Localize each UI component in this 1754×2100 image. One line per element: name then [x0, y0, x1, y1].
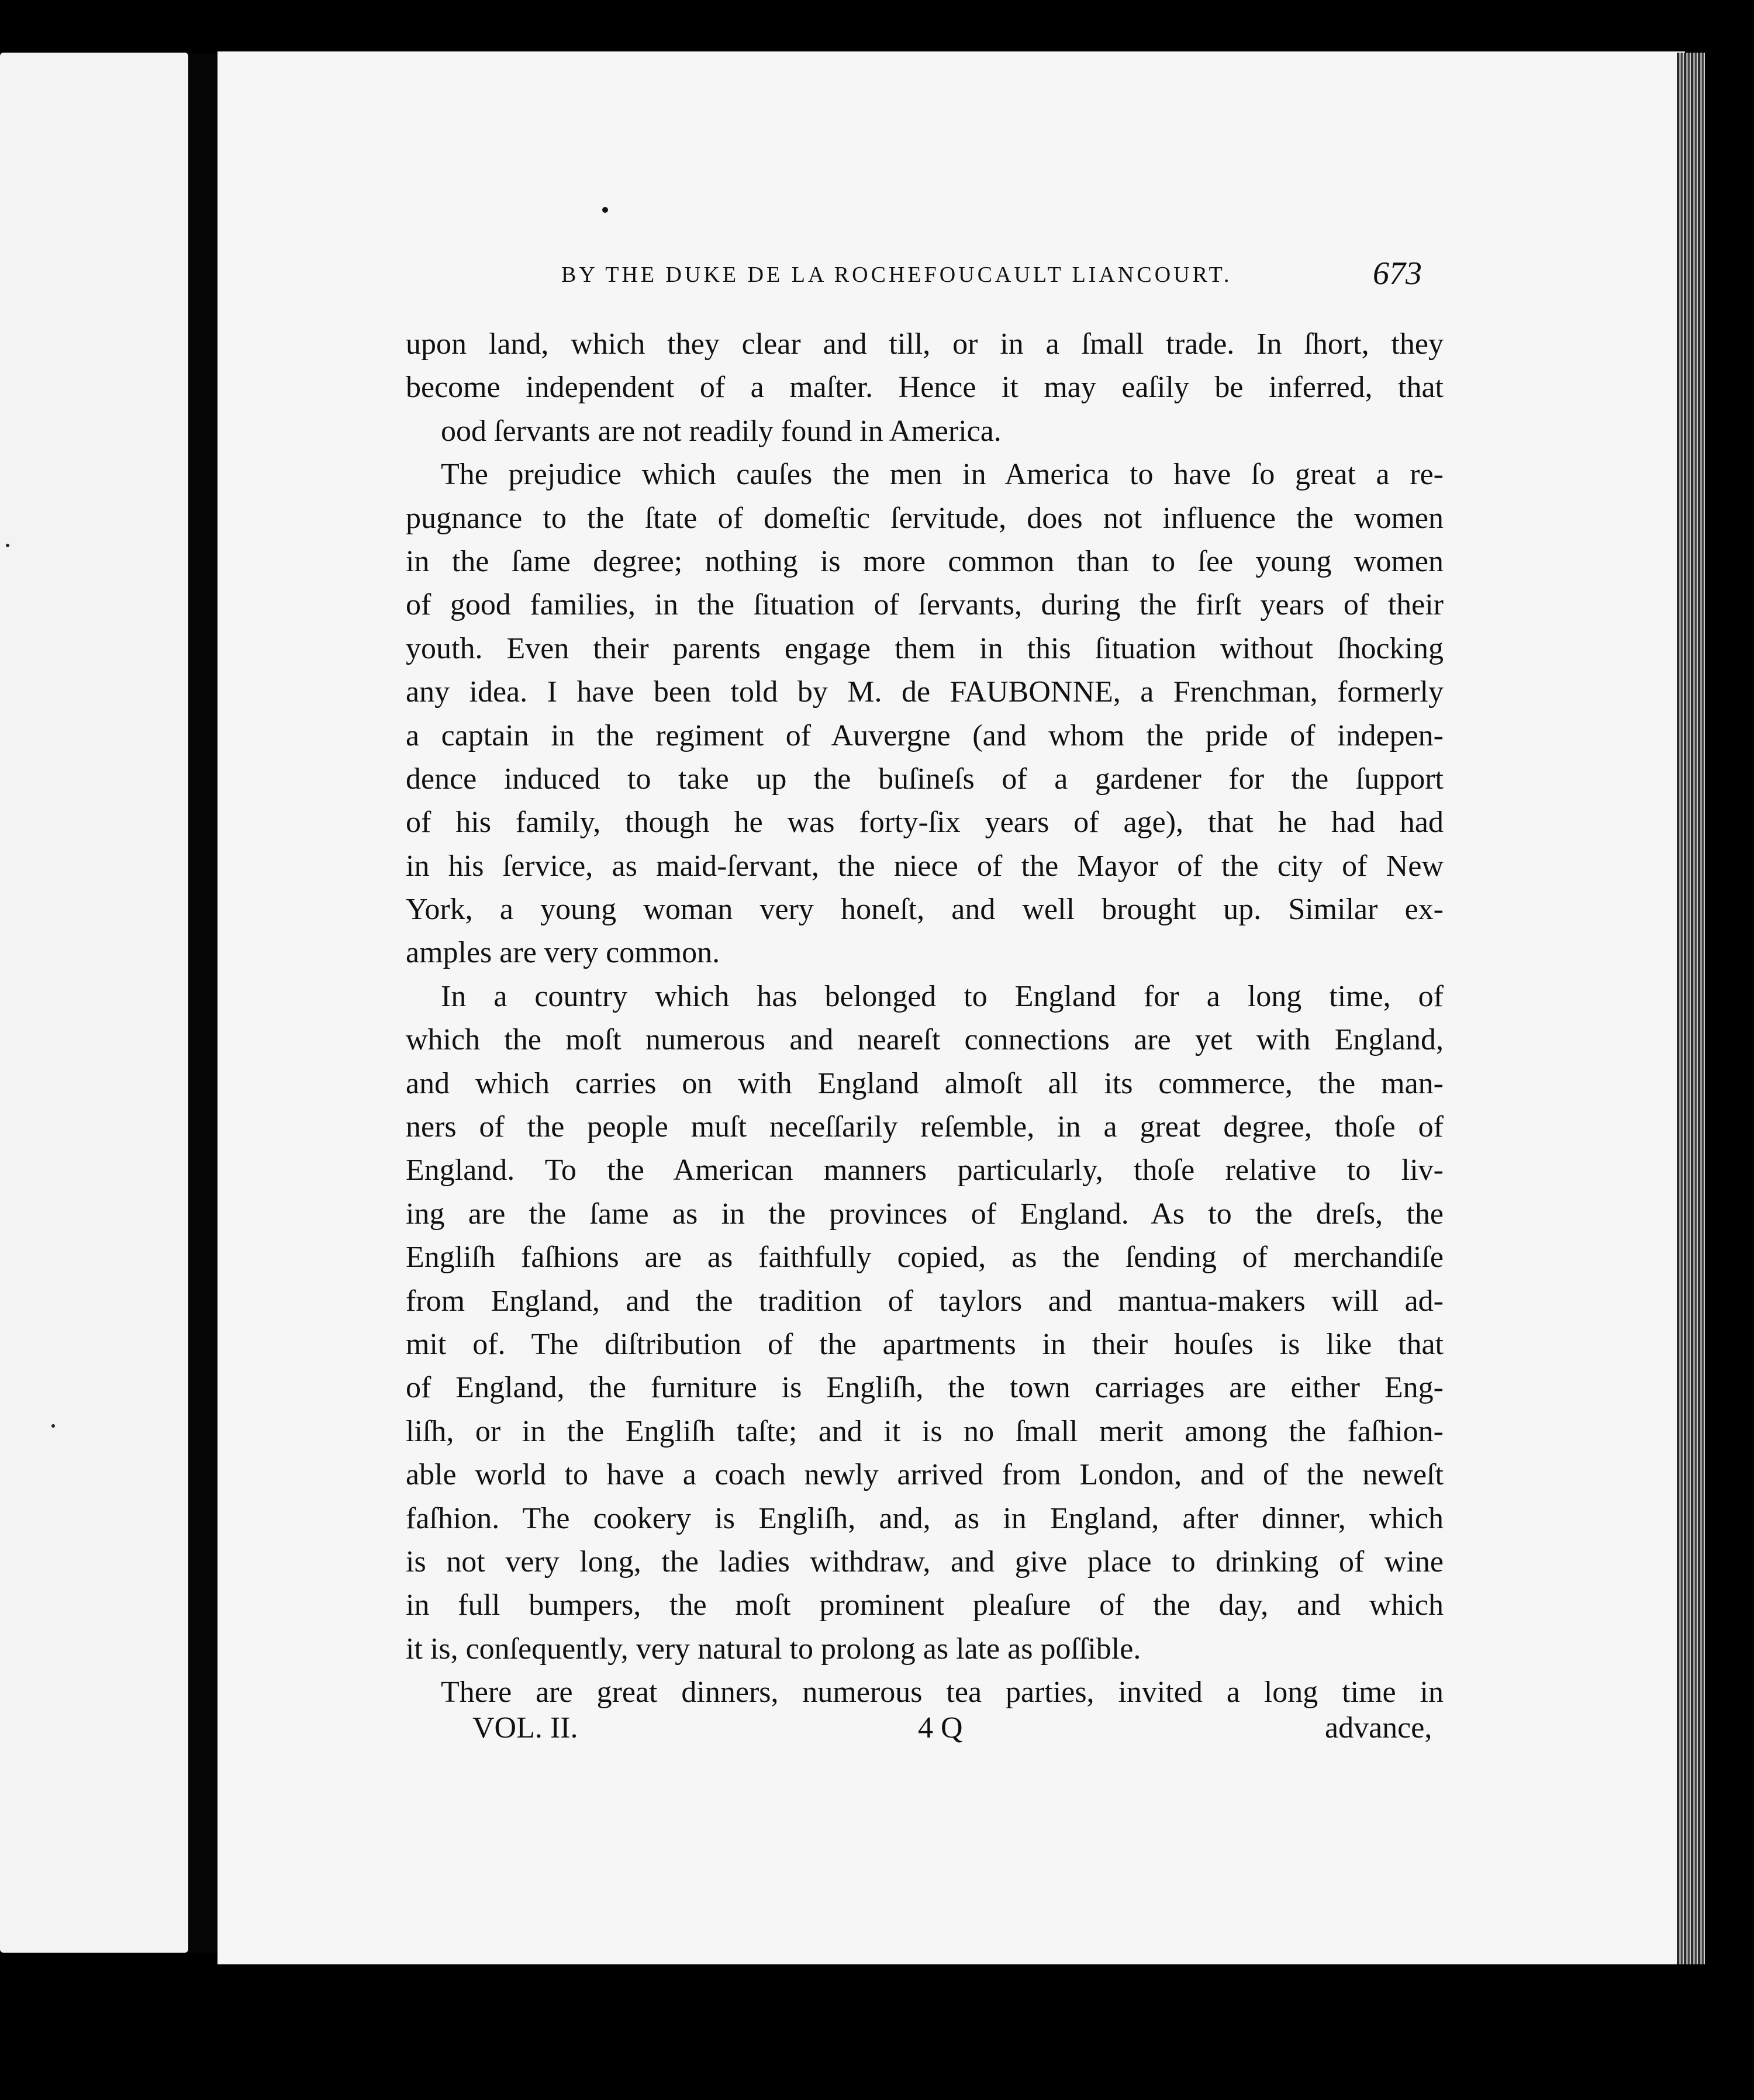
- text-line: is not very long, the ladies withdraw, and give place to drinking of wine: [406, 1545, 1444, 1579]
- text-line: amples are very common.: [406, 936, 720, 970]
- text-line: In a country which has belonged to England for a long time, of: [441, 979, 1444, 1013]
- page-speck: [51, 1424, 55, 1428]
- volume-label: VOL. II.: [472, 1711, 578, 1745]
- text-line: York, a young woman very honeſt, and well brought up. Similar ex-: [406, 893, 1444, 927]
- paragraph: [406, 975, 1444, 1671]
- page-edge: [1677, 53, 1705, 1964]
- page-number: 673: [1373, 255, 1422, 292]
- text-line: it is, conſequently, very natural to prolong as late as poſſible.: [406, 1632, 1141, 1666]
- text-line: become independent of a maſter. Hence it may eaſily be inferred, that: [406, 371, 1444, 405]
- text-line: able world to have a coach newly arrived from London, and of the neweſt: [406, 1458, 1444, 1492]
- text-line: of England, the furniture is Engliſh, the town carriages are either Eng-: [406, 1371, 1444, 1405]
- text-line: from England, and the tradition of taylors and mantua-makers will ad-: [406, 1284, 1444, 1318]
- text-line: youth. Even their parents engage them in this ſituation without ſhocking: [406, 631, 1444, 665]
- text-line: upon land, which they clear and till, or in a ſmall trade. In ſhort, they: [406, 327, 1444, 361]
- body-text: [406, 323, 1444, 1715]
- paragraph: [406, 1671, 1444, 1714]
- text-line: of good families, in the ſituation of ſervants, during the firſt years of their: [406, 588, 1444, 622]
- text-line: faſhion. The cookery is Engliſh, and, as in England, after dinner, which: [406, 1501, 1444, 1535]
- text-line: liſh, or in the Engliſh taſte; and it is no ſmall merit among the faſhion-: [406, 1414, 1444, 1448]
- text-line: ood ſervants are not readily found in America.: [441, 414, 1002, 448]
- text-line: in full bumpers, the moſt prominent pleaſure of the day, and which: [406, 1588, 1444, 1622]
- text-line: Engliſh faſhions are as faithfully copied, as the ſending of merchandiſe: [406, 1241, 1444, 1274]
- text-line: The prejudice which cauſes the men in America to have ſo great a re-: [441, 458, 1444, 492]
- paragraph: [406, 453, 1444, 975]
- text-line: There are great dinners, numerous tea parties, invited a long time in: [441, 1676, 1444, 1709]
- running-title: BY THE DUKE DE LA ROCHEFOUCAULT LIANCOURT.: [561, 262, 1232, 287]
- text-line: and which carries on with England almoſt all its commerce, the man-: [406, 1066, 1444, 1100]
- text-line: ing are the ſame as in the provinces of England. As to the dreſs, the: [406, 1197, 1444, 1231]
- page-footer: [0, 1711, 1754, 1752]
- text-line: mit of. The diſtribution of the apartments in their houſes is like that: [406, 1327, 1444, 1361]
- page-speck: [6, 544, 9, 547]
- paragraph: [406, 323, 1444, 453]
- text-line: a captain in the regiment of Auvergne (and whom the pride of indepen-: [406, 719, 1444, 752]
- text-line: in the ſame degree; nothing is more common than to ſee young women: [406, 544, 1444, 578]
- signature-mark: 4 Q: [918, 1711, 963, 1745]
- text-line: dence induced to take up the buſineſs of a gardener for the ſupport: [406, 762, 1444, 796]
- text-line: which the moſt numerous and neareſt connections are yet with England,: [406, 1023, 1444, 1057]
- running-head: [0, 255, 1754, 297]
- text-line: ners of the people muſt neceſſarily reſemble, in a great degree, thoſe of: [406, 1110, 1444, 1144]
- text-line: of his family, though he was forty-ſix years of age), that he had had: [406, 806, 1444, 840]
- text-line: any idea. I have been told by M. de FAUBONNE, a Frenchman, formerly: [406, 675, 1444, 709]
- catchword: advance,: [1325, 1711, 1432, 1745]
- text-line: in his ſervice, as maid-ſervant, the niece of the Mayor of the city of New: [406, 849, 1444, 883]
- page-speck: [602, 207, 608, 213]
- book-gutter: [188, 53, 217, 1953]
- facing-page: [0, 53, 188, 1953]
- text-line: pugnance to the ſtate of domeſtic ſervitude, does not influence the women: [406, 501, 1444, 535]
- text-line: England. To the American manners particularly, thoſe relative to liv-: [406, 1153, 1444, 1187]
